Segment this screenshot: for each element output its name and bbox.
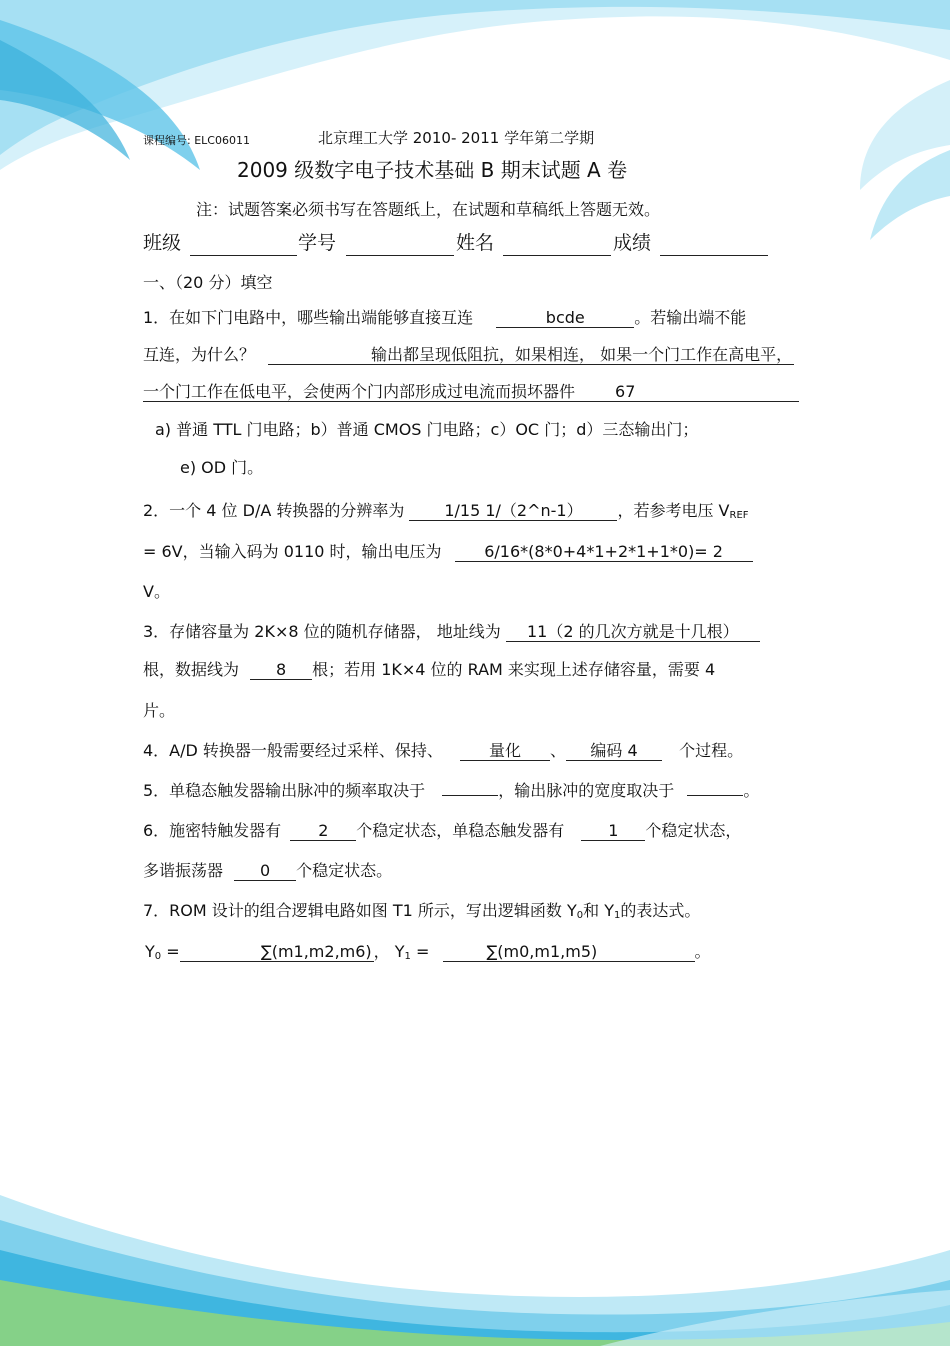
q6-line1 bbox=[143, 821, 741, 841]
q2-text: 2．一个 4 位 D/A 转换器的分辨率为 bbox=[143, 501, 405, 520]
q5-line bbox=[143, 781, 759, 801]
class-blank bbox=[190, 255, 297, 256]
q4-line bbox=[143, 741, 743, 761]
q1-line3 bbox=[143, 382, 799, 402]
section-title: 一、（20 分）填空 bbox=[143, 273, 273, 292]
q2-text: = 6V，当输入码为 0110 时，输出电压为 bbox=[143, 542, 442, 561]
q7-end: 。 bbox=[694, 942, 711, 961]
info-label-name bbox=[456, 233, 494, 253]
q3-answer-data: 8 bbox=[250, 661, 312, 680]
q1-text: 1．在如下门电路中，哪些输出端能够直接互连 bbox=[143, 308, 474, 327]
q6-text: 6．施密特触发器有 bbox=[143, 821, 282, 840]
q3-text: 根，数据线为 bbox=[143, 660, 240, 679]
q7-line2 bbox=[145, 942, 711, 967]
y0-subscript: 0 bbox=[576, 910, 584, 921]
q4-sep: 、 bbox=[550, 741, 567, 760]
school-term: 北京理工大学 2010- 2011 学年第二学期 bbox=[318, 129, 595, 147]
name-blank bbox=[503, 255, 611, 256]
q2-line2 bbox=[143, 542, 753, 562]
q4-text: 个过程。 bbox=[679, 741, 744, 760]
q2-text: ，若参考电压 V bbox=[617, 501, 730, 520]
q1-answer-reason: 输出都呈现低阻抗，如果相连， 如果一个门工作在高电平， bbox=[268, 346, 794, 365]
q1-answer-blank: bcde bbox=[496, 309, 634, 328]
q7-answer-y1: ∑(m0,m1,m5) bbox=[443, 943, 695, 962]
label-text: 班级 bbox=[143, 232, 182, 254]
q6-line2 bbox=[143, 861, 392, 881]
q1-answer-reason-cont bbox=[143, 383, 799, 402]
q1-text: 互连，为什么？ bbox=[143, 345, 256, 364]
info-label-id bbox=[298, 233, 336, 253]
label-text: 学号 bbox=[298, 232, 337, 254]
y0-eq: = bbox=[161, 942, 180, 961]
score-mark: 67 bbox=[615, 382, 636, 401]
label-text: 成绩 bbox=[613, 232, 652, 254]
q3-text: 3．存储容量为 2K×8 位的随机存储器， 地址线为 bbox=[143, 622, 501, 641]
q3-line1 bbox=[143, 622, 760, 642]
y1-subscript: 1 bbox=[614, 910, 621, 921]
q3-answer-address: 11（2 的几次方就是十几根） bbox=[506, 623, 760, 642]
y0-label-subscript: 0 bbox=[154, 951, 162, 962]
course-code: 课程编号: ELC06011 bbox=[143, 134, 250, 147]
q7-text: 的表达式。 bbox=[620, 901, 701, 920]
q4-answer-encode: 编码 4 bbox=[566, 742, 662, 761]
reason-text: 一个门工作在低电平，会使两个门内部形成过电流而损坏器件 bbox=[143, 382, 576, 401]
q1-options-cont: e) OD 门。 bbox=[180, 458, 264, 477]
q7-text: 7．ROM 设计的组合逻辑电路如图 T1 所示，写出逻辑函数 Y bbox=[143, 901, 577, 920]
score-blank bbox=[660, 255, 768, 256]
q1-line2 bbox=[143, 345, 794, 365]
q3-text: 根；若用 1K×4 位的 RAM 来实现上述存储容量，需要 4 bbox=[312, 660, 716, 679]
vref-subscript: REF bbox=[729, 510, 749, 521]
q5-text: ，输出脉冲的宽度取决于 bbox=[498, 781, 675, 800]
q1-line1 bbox=[143, 308, 746, 328]
q3-line3: 片。 bbox=[143, 701, 176, 720]
q6-answer-astable: 0 bbox=[234, 862, 296, 881]
q7-answer-y0: ∑(m1,m2,m6) bbox=[180, 943, 374, 962]
q2-line3: V。 bbox=[143, 582, 170, 601]
q2-answer-resolution: 1/15 1/（2^n-1） bbox=[409, 502, 617, 521]
q7-mid: ， Y bbox=[373, 942, 405, 961]
q5-blank-frequency bbox=[442, 795, 498, 796]
q6-text: 个稳定状态。 bbox=[296, 861, 393, 880]
y1-eq: = bbox=[410, 942, 430, 961]
info-label-score bbox=[613, 233, 651, 253]
q2-answer-voltage: 6/16*(8*0+4*1+2*1+1*0)= 2 bbox=[455, 543, 753, 562]
q5-blank-width bbox=[687, 795, 743, 796]
q7-line1 bbox=[143, 901, 700, 926]
q6-text: 多谐振荡器 bbox=[143, 861, 224, 880]
q6-answer-monostable: 1 bbox=[581, 822, 645, 841]
q5-text: 5．单稳态触发器输出脉冲的频率取决于 bbox=[143, 781, 426, 800]
q3-line2 bbox=[143, 660, 715, 680]
y1-label-subscript: 1 bbox=[404, 951, 411, 962]
q4-text: 4．A/D 转换器一般需要经过采样、保持、 bbox=[143, 741, 443, 760]
q6-text: 个稳定状态，单稳态触发器有 bbox=[356, 821, 565, 840]
y0-label: Y bbox=[145, 942, 155, 961]
label-text: 姓名 bbox=[456, 232, 495, 254]
q7-text: 和 Y bbox=[583, 901, 615, 920]
q1-options: a) 普通 TTL 门电路；b）普通 CMOS 门电路；c）OC 门；d）三态输出门； bbox=[155, 420, 699, 439]
q1-text: 。若输出端不能 bbox=[634, 308, 747, 327]
q4-answer-quantize: 量化 bbox=[460, 742, 550, 761]
q5-text: 。 bbox=[743, 781, 760, 800]
exam-title: 2009 级数字电子技术基础 B 期末试题 A 卷 bbox=[237, 158, 628, 182]
notice: 注：试题答案必须书写在答题纸上，在试题和草稿纸上答题无效。 bbox=[196, 200, 661, 219]
id-blank bbox=[346, 255, 454, 256]
q6-answer-schmitt: 2 bbox=[290, 822, 356, 841]
q6-text: 个稳定状态， bbox=[645, 821, 742, 840]
q2-line1 bbox=[143, 501, 749, 526]
info-label-class bbox=[143, 233, 181, 253]
